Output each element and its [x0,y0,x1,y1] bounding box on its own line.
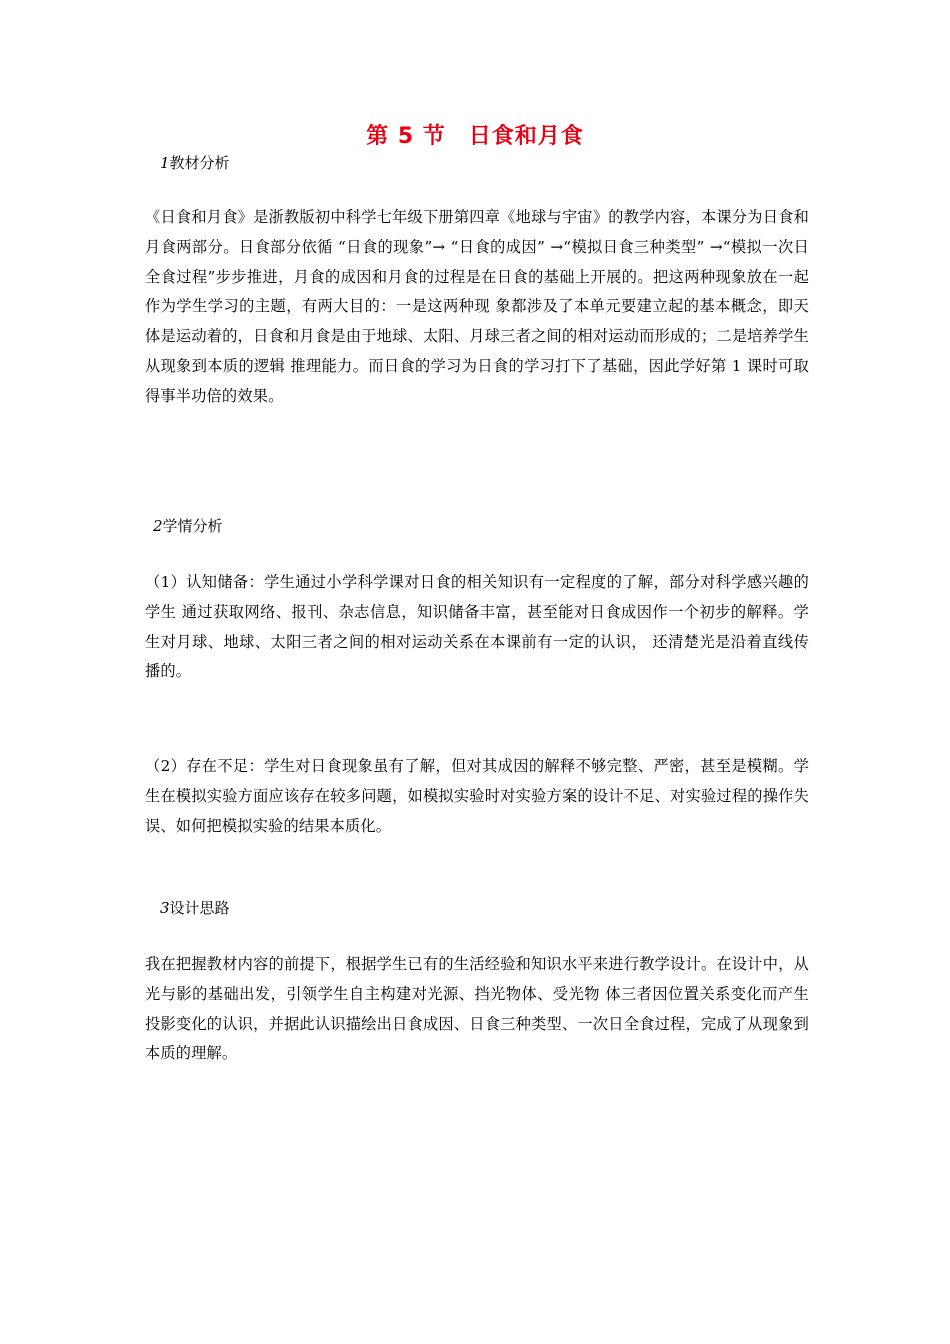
section-title-1: 教材分析 [169,154,230,172]
section-title-2: 学情分析 [162,517,223,535]
section-heading-1 [160,152,230,174]
section-number-2: 2 [153,517,163,535]
section-2-paragraph-2: （2）存在不足：学生对日食现象虽有了解，但对其成因的解释不够完整、严密，甚至是模糊。学生在模拟实验方面应该存在较多问题，如模拟实验时对实验方案的设计不足、对实验过程的操作失误、如何把模拟实验的结果本质化。 [145,757,809,835]
section-1-paragraph-1: 《日食和月食》是浙教版初中科学七年级下册第四章《地球与宇宙》的教学内容，本课分为日食和月食两部分。日食部分依循 “日食的现象”→ “日食的成因” →“模拟日食三种类型” →“模拟一次日全食过程”步步推进，月食的成因和月食的过程是在日食的基础上开展的。把这两种现象放在一起作为学生学习的主题，有两大目的：一是这两种现 象都涉及了本单元要建立起的基本概念，即天体是运动着的，日食和月食是由于地球、太阳、月球三者之间的相对运动而形成的；二是培养学生从现象到本质的逻辑 推理能力。而日食的学习为日食的学习打下了基础，因此学好第 1 课时可取得事半功倍的效果。 [145,208,809,405]
section-number-3: 3 [160,899,170,917]
section-3-paragraph-1: 我在把握教材内容的前提下，根据学生已有的生活经验和知识水平来进行教学设计。在设计中，从光与影的基础出发，引领学生自主构建对光源、挡光物体、受光物 体三者因位置关系变化而产生投影变化的认识，并据此认识描绘出日食成因、日食三种类型、一次日全食过程，完成了从现象到本质的理解。 [145,955,809,1063]
section-heading-3 [160,897,230,919]
section-number-1: 1 [160,154,170,172]
section-title-3: 设计思路 [169,899,230,917]
section-heading-2 [153,515,223,537]
section-2-paragraph-1: （1）认知储备：学生通过小学科学课对日食的相关知识有一定程度的了解，部分对科学感兴趣的学生 通过获取网络、报刊、杂志信息，知识储备丰富，甚至能对日食成因作一个初步的解释。学生对月球、地球、太阳三者之间的相对运动关系在本课前有一定的认识， 还清楚光是沿着直线传播的。 [145,573,809,681]
page-title: 第 5 节 日食和月食 [366,124,584,149]
